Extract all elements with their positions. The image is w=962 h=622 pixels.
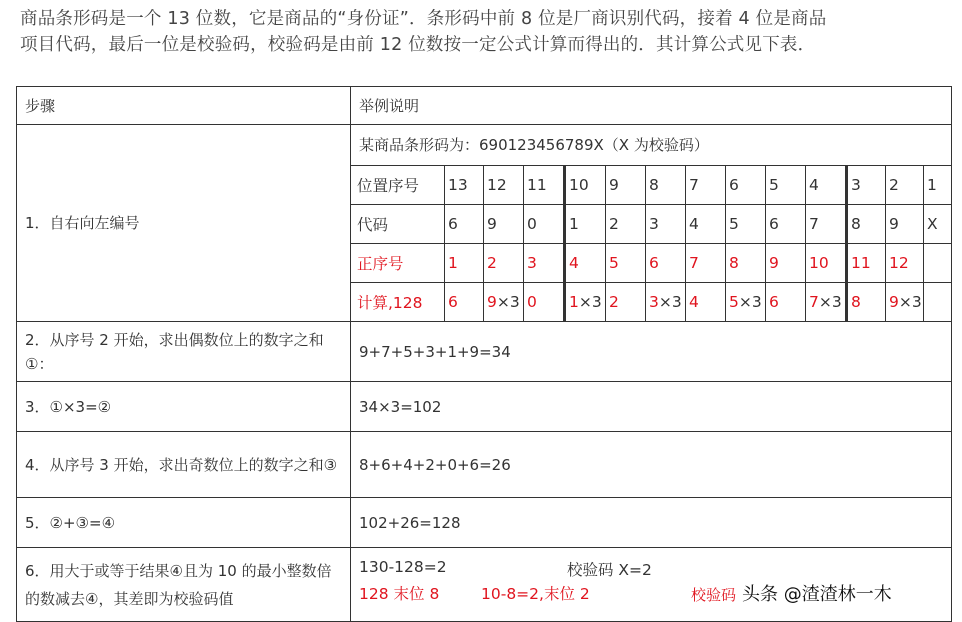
grid-cell: 5 ×3 — [725, 283, 765, 321]
barcode-table — [16, 86, 952, 622]
header-steps: 步骤 — [17, 87, 351, 125]
grid-cell: 7 — [685, 244, 725, 282]
grid-row-label: 计算,128 — [357, 294, 423, 312]
step4-value: 8+6+4+2+0+6=26 — [351, 432, 951, 498]
step6-red-1: 128 末位 8 — [359, 585, 440, 603]
grid-cell: 9 ×3 — [483, 283, 523, 321]
step5-value: 102+26=128 — [351, 498, 951, 548]
grid-cell: 8 — [645, 166, 685, 204]
grid-cell: 11 — [523, 166, 563, 204]
grid-cell: 1 ×3 — [563, 283, 605, 321]
step6-label: 6．用大于或等于结果④且为 10 的最小整数倍的数减去④，其差即为校验码值 — [17, 548, 351, 621]
grid-cell: 1 — [444, 244, 483, 282]
grid-cell: 4 — [685, 205, 725, 243]
grid-row — [351, 166, 951, 205]
grid-cell: 2 — [605, 283, 645, 321]
grid-row — [351, 205, 951, 244]
grid-cell: 10 — [563, 166, 605, 204]
grid-cell: 2 — [483, 244, 523, 282]
grid-cell — [923, 244, 951, 282]
step6-red-3: 校验码 — [691, 586, 737, 604]
step1-label: 1．自右向左编号 — [17, 125, 351, 322]
grid-cell: 4 — [563, 244, 605, 282]
step6-value: 130-128=2 — [359, 558, 447, 576]
grid-cell: 6 — [765, 283, 805, 321]
grid-cell: X — [923, 205, 951, 243]
grid-cell: 5 — [605, 244, 645, 282]
grid-cell: 7 — [805, 205, 845, 243]
step6-red-2: 10-8=2,末位 2 — [481, 585, 590, 603]
grid-cell: 13 — [444, 166, 483, 204]
grid-cell: 1 — [563, 205, 605, 243]
grid-cell: 9 — [483, 205, 523, 243]
step2-label: 2．从序号 2 开始，求出偶数位上的数字之和①： — [17, 322, 351, 382]
grid-cell: 12 — [885, 244, 923, 282]
grid-row — [351, 283, 951, 322]
grid-cell: 6 — [645, 244, 685, 282]
step3-label: 3．①×3=② — [17, 382, 351, 432]
grid-cell: 4 — [685, 283, 725, 321]
grid-cell: 2 — [885, 166, 923, 204]
grid-row-label: 位置序号 — [357, 177, 420, 195]
grid-cell: 7 — [685, 166, 725, 204]
grid-cell: 12 — [483, 166, 523, 204]
grid-cell: 5 — [765, 166, 805, 204]
grid-cell — [923, 283, 951, 321]
grid-cell: 4 — [805, 166, 845, 204]
grid-cell: 1 — [923, 166, 951, 204]
grid-cell: 9 — [885, 205, 923, 243]
intro-line-2: 项目代码，最后一位是校验码，校验码是由前 12 位数按一定公式计算而得出的．其计算公式见下表． — [20, 35, 816, 55]
grid-cell: 6 — [444, 205, 483, 243]
intro-text — [20, 6, 950, 58]
grid-cell: 0 — [523, 205, 563, 243]
watermark: 头条 @渣渣林一木 — [742, 584, 892, 605]
step2-value: 9+7+5+3+1+9=34 — [351, 322, 951, 382]
grid-row-label: 正序号 — [357, 255, 404, 273]
step3-value: 34×3=102 — [351, 382, 951, 432]
grid-cell: 3 ×3 — [645, 283, 685, 321]
grid-cell: 3 — [645, 205, 685, 243]
grid-cell: 3 — [845, 166, 885, 204]
grid-cell: 8 — [845, 283, 885, 321]
grid-cell: 6 — [725, 166, 765, 204]
header-example: 举例说明 — [351, 87, 951, 125]
grid-row-label: 代码 — [357, 216, 389, 234]
grid-cell: 8 — [725, 244, 765, 282]
grid-cell: 9 — [605, 166, 645, 204]
grid-cell: 9 ×3 — [885, 283, 923, 321]
grid-cell: 0 — [523, 283, 563, 321]
grid-cell: 2 — [605, 205, 645, 243]
grid-cell: 6 — [765, 205, 805, 243]
step4-label: 4．从序号 3 开始，求出奇数位上的数字之和③ — [17, 432, 351, 498]
grid-cell: 7 ×3 — [805, 283, 845, 321]
grid-cell: 3 — [523, 244, 563, 282]
grid-cell: 5 — [725, 205, 765, 243]
step5-label: 5．②+③=④ — [17, 498, 351, 548]
grid-cell: 10 — [805, 244, 845, 282]
grid-cell: 9 — [765, 244, 805, 282]
barcode-line: 某商品条形码为：690123456789X（X 为校验码） — [351, 125, 951, 166]
grid-cell: 8 — [845, 205, 885, 243]
intro-line-1: 商品条形码是一个 13 位数，它是商品的“身份证”．条形码中前 8 位是厂商识别代码，接着 4 位是商品 — [20, 9, 827, 29]
grid-cell: 11 — [845, 244, 885, 282]
grid-cell: 6 — [444, 283, 483, 321]
step6-check: 校验码 X=2 — [567, 561, 652, 579]
grid-row — [351, 244, 951, 283]
